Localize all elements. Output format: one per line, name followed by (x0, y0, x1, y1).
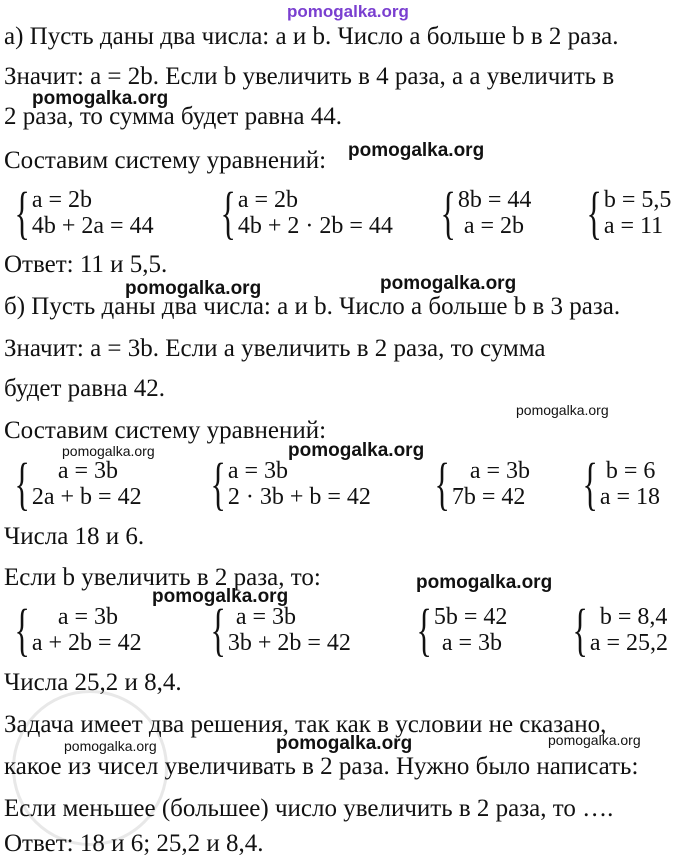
brace: { (210, 451, 226, 516)
brace: { (586, 180, 602, 245)
text-line-10: Числа 18 и 6. (4, 523, 145, 550)
text-line-16: Ответ: 18 и 6; 25,2 и 8,4. (4, 830, 264, 857)
system-a-4 (574, 180, 672, 245)
brace: { (440, 180, 456, 245)
watermark: pomogalka.org (125, 278, 262, 299)
watermark: pomogalka.org (516, 402, 609, 418)
equation: a = 2b (463, 213, 525, 239)
system-a-3 (428, 180, 532, 245)
equation: a = 3b (235, 604, 297, 630)
watermark: pomogalka.org (64, 738, 157, 754)
text-line-3: 2 раза, то сумма будет равна 44. (4, 103, 342, 130)
system-b2-1 (2, 597, 142, 662)
equation: a = 11 (603, 213, 664, 239)
watermark: pomogalka.org (288, 440, 425, 461)
system-b1-3 (422, 451, 531, 516)
equation: a = 2b (237, 187, 299, 213)
equation: a = 18 (599, 484, 661, 510)
watermark: pomogalka.org (152, 586, 289, 607)
watermark: pomogalka.org (62, 443, 155, 459)
equation: a = 25,2 (589, 630, 669, 656)
brace: { (220, 180, 236, 245)
equation: 2 · 3b + b = 42 (227, 484, 371, 510)
text-line-13: Задача имеет два решения, так как в условии не сказано, (4, 711, 607, 738)
watermark-top: pomogalka.org (287, 2, 409, 21)
system-a-2 (208, 180, 393, 245)
watermark: pomogalka.org (548, 732, 641, 748)
equation: a = 2b (31, 187, 93, 213)
text-line-9: Составим систему уравнений: (4, 417, 327, 444)
equation: b = 8,4 (599, 604, 668, 630)
equation: 3b + 2b = 42 (227, 630, 351, 656)
system-b1-4 (570, 451, 661, 516)
brace: { (434, 451, 450, 516)
equation: a = 3b (469, 458, 531, 484)
equation: b = 6 (605, 458, 656, 484)
system-b1-1 (2, 451, 142, 516)
brace: { (14, 597, 30, 662)
system-b1-2 (198, 451, 371, 516)
text-line-7: Значит: a = 3b. Если a увеличить в 2 раза, то сумма (4, 335, 546, 362)
text-line-14: какое из чисел увеличивать в 2 раза. Нужно было написать: (4, 753, 639, 780)
equation: 5b = 42 (433, 604, 508, 630)
text-line-4: Составим систему уравнений: (4, 147, 327, 174)
watermark: pomogalka.org (380, 273, 517, 294)
system-b2-2 (198, 597, 351, 662)
system-a-1 (2, 180, 154, 245)
equation: 7b = 42 (451, 484, 526, 510)
text-line-12: Числа 25,2 и 8,4. (4, 669, 182, 696)
equation: a = 3b (57, 458, 119, 484)
brace: { (572, 597, 588, 662)
equation: a = 3b (57, 604, 119, 630)
equation: a = 3b (441, 630, 503, 656)
brace: { (210, 597, 226, 662)
equation: a + 2b = 42 (31, 630, 142, 656)
brace: { (14, 180, 30, 245)
text-line-11: Если b увеличить в 2 раза, то: (4, 564, 321, 591)
text-line-5: Ответ: 11 и 5,5. (4, 251, 168, 278)
equation: a = 3b (227, 458, 289, 484)
brace: { (582, 451, 598, 516)
equation: b = 5,5 (603, 187, 672, 213)
system-b2-3 (404, 597, 508, 662)
equation: 4b + 2a = 44 (31, 213, 154, 239)
text-line-1: а) Пусть даны два числа: a и b. Число a больше b в 2 раза. (4, 23, 619, 50)
equation: 2a + b = 42 (31, 484, 142, 510)
watermark: pomogalka.org (416, 572, 553, 593)
text-line-15: Если меньшее (большее) число увеличить в 2 раза, то …. (4, 795, 614, 822)
watermark: pomogalka.org (348, 140, 485, 161)
system-b2-4 (560, 597, 669, 662)
brace: { (416, 597, 432, 662)
watermark: pomogalka.org (276, 733, 413, 754)
brace: { (14, 451, 30, 516)
equation: 4b + 2 · 2b = 44 (237, 213, 393, 239)
equation: 8b = 44 (457, 187, 532, 213)
text-line-6: б) Пусть даны два числа: a и b. Число a больше b в 3 раза. (4, 293, 621, 320)
text-line-2: Значит: a = 2b. Если b увеличить в 4 раза, а a увеличить в (4, 63, 615, 90)
watermark: pomogalka.org (32, 88, 169, 109)
text-line-8: будет равна 42. (4, 375, 166, 402)
